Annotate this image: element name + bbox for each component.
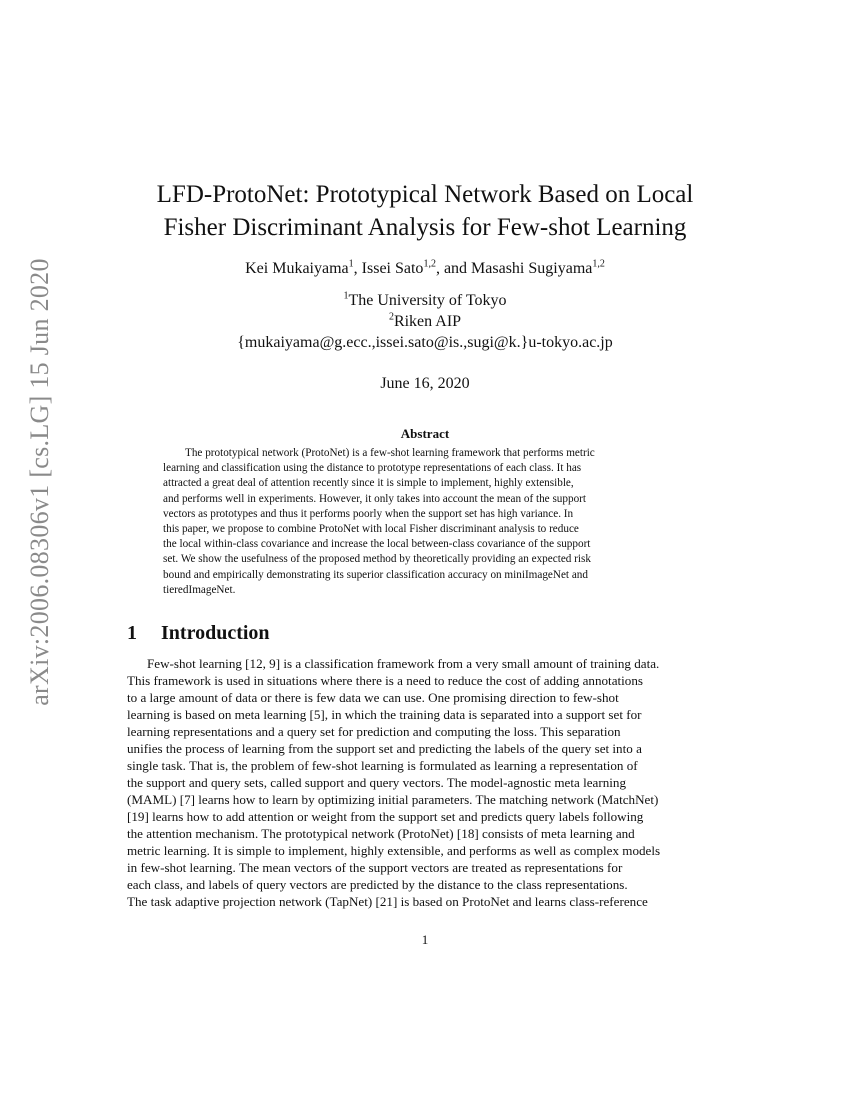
body-line: The task adaptive projection network (TapNet) [21] is based on ProtoNet and learns class-reference bbox=[127, 894, 648, 909]
author-name: Issei Sato bbox=[361, 260, 424, 277]
body-line: single task. That is, the problem of few-shot learning is formulated as learning a representation of bbox=[127, 758, 638, 773]
author-name: Kei Mukaiyama bbox=[245, 260, 349, 277]
body-line: Few-shot learning [12, 9] is a classification framework from a very small amount of training data. bbox=[147, 656, 660, 671]
author-emails: {mukaiyama@g.ecc.,issei.sato@is.,sugi@k.}u-tokyo.ac.jp bbox=[237, 334, 613, 351]
author-affiliation-mark: 1,2 bbox=[592, 258, 605, 270]
body-line: [19] learns how to add attention or weight from the support set and predicts query labels following bbox=[127, 809, 644, 824]
author-affiliation-mark: 1 bbox=[348, 258, 354, 270]
abstract-line: tieredImageNet. bbox=[163, 583, 236, 596]
section-heading bbox=[127, 620, 270, 646]
affiliation-mark: 2 bbox=[388, 311, 394, 323]
abstract-body bbox=[163, 446, 687, 598]
abstract-line: this paper, we propose to combine ProtoNet with local Fisher discriminant analysis to reduce bbox=[163, 522, 579, 535]
abstract-line: and performs well in experiments. However, it only takes into account the mean of the support bbox=[163, 492, 587, 505]
publication-date: June 16, 2020 bbox=[380, 375, 470, 392]
body-line: (MAML) [7] learns how to learn by optimizing initial parameters. The matching network (MatchNet) bbox=[127, 792, 659, 807]
body-line: learning representations and a query set for prediction and computing the loss. This separation bbox=[127, 724, 621, 739]
introduction-body bbox=[127, 655, 725, 910]
body-line: to a large amount of data or there is few data we can use. One promising direction to few-shot bbox=[127, 690, 619, 705]
affiliations bbox=[0, 290, 850, 353]
abstract-line: set. We show the usefulness of the proposed method by theoretically providing an expected risk bbox=[163, 553, 591, 566]
section-number: 1 bbox=[127, 622, 137, 644]
abstract-line: bound and empirically demonstrating its superior classification accuracy on miniImageNet and bbox=[163, 568, 588, 581]
body-line: each class, and labels of query vectors are predicted by the distance to the class representations. bbox=[127, 877, 628, 892]
title-line: LFD-ProtoNet: Prototypical Network Based on Local bbox=[156, 181, 694, 208]
body-line: unifies the process of learning from the support set and predicting the labels of the query set into a bbox=[127, 741, 642, 756]
body-line: learning is based on meta learning [5], in which the training data is separated into a support set for bbox=[127, 707, 642, 722]
abstract-heading: Abstract bbox=[400, 426, 450, 441]
affiliation-line bbox=[0, 290, 850, 311]
author-separator: , bbox=[353, 260, 362, 277]
author-list bbox=[0, 258, 850, 280]
paper-title bbox=[0, 178, 850, 244]
author-separator: , and bbox=[435, 260, 472, 277]
affiliation-line bbox=[0, 311, 850, 332]
title-line: Fisher Discriminant Analysis for Few-shot Learning bbox=[163, 214, 687, 241]
abstract-line: learning and classification using the distance to prototype representations of each class. It has bbox=[163, 462, 582, 475]
abstract-line: attracted a great deal of attention recently since it is simple to implement, highly extensible, bbox=[163, 477, 574, 490]
body-line: the support and query sets, called support and query vectors. The model-agnostic meta learning bbox=[127, 775, 626, 790]
author-affiliation-mark: 1,2 bbox=[423, 258, 436, 270]
body-line: in few-shot learning. The mean vectors of the support vectors are treated as representations for bbox=[127, 860, 623, 875]
abstract-line: the local within-class covariance and increase the local between-class covariance of the support bbox=[163, 538, 591, 551]
section-title: Introduction bbox=[161, 622, 270, 644]
page-number: 1 bbox=[421, 932, 429, 947]
abstract-line: The prototypical network (ProtoNet) is a few-shot learning framework that performs metric bbox=[185, 447, 595, 459]
body-line: the attention mechanism. The prototypical network (ProtoNet) [18] consists of meta learning and bbox=[127, 826, 635, 841]
affiliation-name: The University of Tokyo bbox=[348, 292, 507, 309]
body-line: This framework is used in situations where there is a need to reduce the cost of adding annotations bbox=[127, 673, 643, 688]
affiliation-mark: 1 bbox=[343, 290, 349, 302]
abstract-line: vectors as prototypes and thus it performs poorly when the support set has high variance. In bbox=[163, 507, 574, 520]
body-line: metric learning. It is simple to implement, highly extensible, and performs as well as complex models bbox=[127, 843, 661, 858]
author-name: Masashi Sugiyama bbox=[471, 260, 593, 277]
arxiv-identifier: arXiv:2006.08306v1 [cs.LG] 15 Jun 2020 bbox=[25, 258, 54, 706]
affiliation-name: Riken AIP bbox=[393, 313, 462, 330]
